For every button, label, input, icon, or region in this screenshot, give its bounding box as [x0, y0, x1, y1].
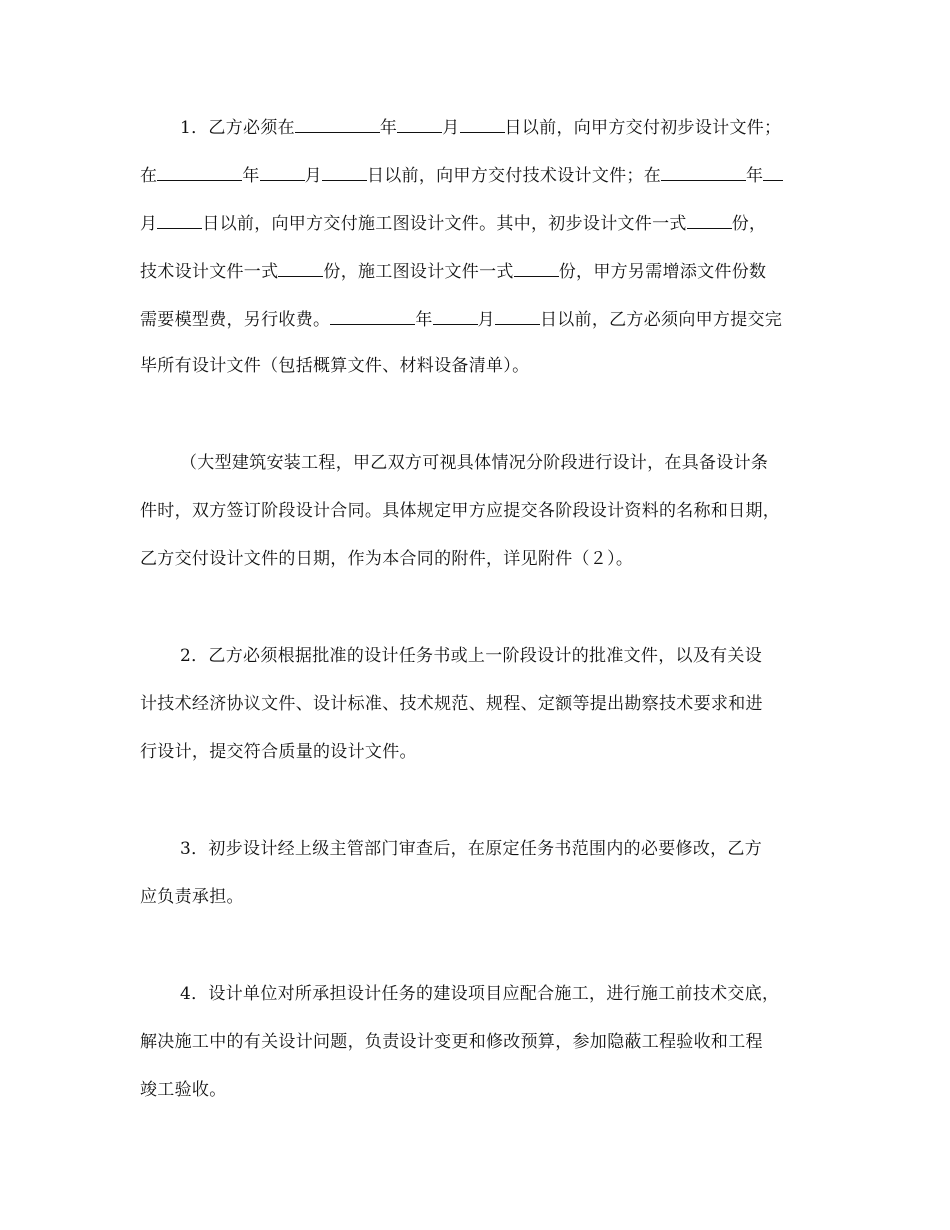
section-1-line-1	[180, 116, 880, 138]
text: 月	[140, 214, 158, 234]
blank-copies	[687, 212, 732, 229]
blank-month	[433, 308, 478, 325]
blank-day	[460, 116, 505, 133]
blank-year	[157, 164, 242, 181]
section-1-line-2	[140, 164, 840, 186]
section-3-line-2: 应负责承担。	[140, 887, 244, 907]
text: 年	[379, 118, 398, 138]
section-1-line-3	[140, 212, 840, 234]
note-line-2: 件时，双方签订阶段设计合同。具体规定甲方应提交各阶段设计资料的名称和日期，	[140, 501, 781, 521]
section-4-line-1: 4．设计单位对所承担设计任务的建设项目应配合施工，进行施工前技术交底，	[180, 984, 780, 1004]
section-1-line-6: 毕所有设计文件（包括概算文件、材料设备清单）。	[140, 356, 530, 376]
text: 在	[140, 166, 158, 186]
blank-month	[260, 164, 305, 181]
section-1-line-5	[140, 308, 840, 330]
text: 年	[242, 166, 260, 186]
text: 日以前，向甲方交付初步设计文件；	[504, 118, 782, 138]
text: 年	[746, 166, 764, 186]
blank-year	[295, 116, 380, 133]
text: 月	[442, 118, 460, 138]
text: 需要模型费，另行收费。	[140, 310, 331, 330]
text: 月	[304, 166, 322, 186]
text: 份，	[731, 214, 767, 234]
section-1-line-4	[140, 260, 840, 282]
blank-day	[322, 164, 367, 181]
section-4-line-3: 竣工验收。	[140, 1080, 227, 1100]
blank-month	[763, 164, 783, 181]
text: 1．乙方必须在	[180, 118, 295, 138]
section-2-line-1: 2．乙方必须根据批准的设计任务书或上一阶段设计的批准文件，以及有关设	[180, 646, 763, 666]
text: 年	[415, 310, 433, 330]
section-2-line-2: 计技术经济协议文件、设计标准、技术规范、规程、定额等提出勘察技术要求和进	[140, 694, 763, 714]
text: 份，甲方另需增添文件份数	[558, 262, 767, 282]
section-3-line-1: 3．初步设计经上级主管部门审查后，在原定任务书范围内的必要修改，乙方	[180, 839, 763, 859]
note-line-3: 乙方交付设计文件的日期，作为本合同的附件，详见附件（２）。	[140, 549, 634, 569]
blank-day	[157, 212, 202, 229]
text: 技术设计文件一式	[140, 262, 279, 282]
blank-day	[495, 308, 540, 325]
note-line-1: （大型建筑安装工程，甲乙双方可视具体情况分阶段进行设计，在具备设计条	[180, 453, 769, 473]
blank-year	[661, 164, 746, 181]
section-4-line-2: 解决施工中的有关设计问题，负责设计变更和修改预算，参加隐蔽工程验收和工程	[140, 1032, 763, 1052]
blank-year	[330, 308, 415, 325]
text: 日以前，向甲方交付施工图设计文件。其中，初步设计文件一式	[202, 214, 687, 234]
text: 日以前，向甲方交付技术设计文件；在	[366, 166, 662, 186]
blank-month	[397, 116, 442, 133]
blank-copies	[514, 260, 559, 277]
text: 月	[477, 310, 495, 330]
text: 份，施工图设计文件一式	[323, 262, 514, 282]
text: 日以前，乙方必须向甲方提交完	[539, 310, 783, 330]
section-2-line-3: 行设计，提交符合质量的设计文件。	[140, 742, 417, 762]
blank-copies	[278, 260, 323, 277]
